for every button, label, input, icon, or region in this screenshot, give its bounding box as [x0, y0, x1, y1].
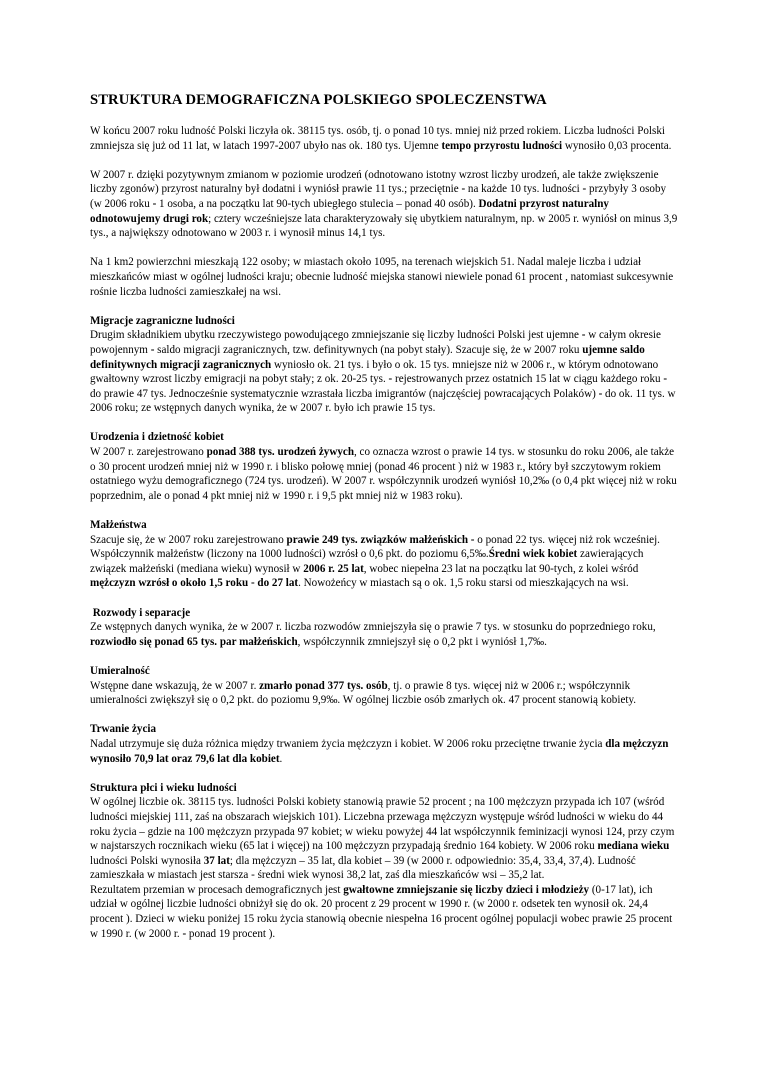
- bold-text: -: [581, 329, 586, 342]
- bold-text: 37 lat: [203, 854, 230, 867]
- bold-text: Dodatni przyrost naturalny odnotowujemy drugi rok: [90, 197, 609, 225]
- bold-text: mediana wieku: [597, 840, 670, 853]
- section-body-age-structure: W ogólnej liczbie ok. 38115 tys. ludności Polski kobiety stanowią prawie 52 procent ; na 100 mężczyzn przypada ich 107 (wśród ludności miejskiej 111, zaś na obszarach wiejskich 101). Liczebna przewaga mężczyzn występuje wśród ludności w wieku do 44 roku życia – gdzie na 100 mężczyzn przypada 97 kobiet; w wieku powyżej 44 lat współczynnik feminizacji wynosi 124, przy czym w najstarszych rocznikach wieku (65 lat i więcej) na 100 mężczyzn przypadają średnio 164 kobiety. W 2006 roku mediana wieku ludności Polski wynosiła 37 lat; dla mężczyzn – 35 lat, dla kobiet – 39 (w 2000 r. odpowiednio: 35,4, 33,4, 37,4). Ludność zamieszkała w miastach jest starsza - średni wiek wynosi 38,2 lat, zaś dla mieszkańców wsi – 35,2 lat.: [90, 796, 675, 882]
- bold-text: Średni wiek kobiet: [488, 548, 578, 561]
- section-marriages: [90, 518, 678, 591]
- paragraph-density: Na 1 km2 powierzchni mieszkają 122 osoby; w miastach około 1095, na terenach wiejskich 51. Nadal maleje liczba i udział mieszkańców miast w ogólnej ludności kraju; obecnie ludność miejska stanowi niewiele ponad 61 procent , natomiast sukcesywnie rośnie liczba ludności zamieszkałej na wsi.: [90, 256, 674, 298]
- section-divorces: [90, 606, 678, 650]
- bold-text: 2006 r. 25 lat: [303, 562, 364, 575]
- bold-text: zmarło ponad 377 tys. osób: [259, 679, 388, 692]
- section-heading-marriages: Małżeństwa: [90, 519, 147, 532]
- bold-text: -: [461, 183, 466, 196]
- bold-text: -: [663, 373, 668, 386]
- section-migration: [90, 314, 678, 416]
- section-body-migration: Drugim składnikiem ubytku rzeczywistego powodującego zmniejszanie się liczby ludności Polski jest ujemne - w całym okresie powojennym - saldo migracji zagranicznych, tzw. definitywnych (na pobyt stały). Szacuje się, że w 2007 roku ujemne saldo definitywnych migracji zagranicznych wyniosło ok. 21 tys. i było o ok. 15 tys. mniejsze niż w 2006 r., w którym odnotowano gwałtowny wzrost liczby emigracji na pobyt stały; z ok. 20-25 tys. - rejestrowanych przez ostatnich 15 lat w ciągu każdego roku - do prawie 47 tys. Jednocześnie systematycznie wzrastała liczba imigrantów (najczęściej powracających Polaków) - do ok. 11 tys. w 2006 roku; ze wstępnych danych wynika, że w 2007 r. było ich prawie 15 tys.: [90, 329, 676, 415]
- section-heading-migration: Migracje zagraniczne ludności: [90, 314, 235, 327]
- section-heading-births: Urodzenia i dzietność kobiet: [90, 431, 224, 444]
- document-page: [90, 92, 678, 941]
- bold-text: rozwiodło się ponad 65 tys. par małżeńskich: [90, 635, 298, 648]
- section-body-divorces: Ze wstępnych danych wynika, że w 2007 r. liczba rozwodów zmniejszyła się o prawie 7 tys. w stosunku do poprzedniego roku, rozwiodło się ponad 65 tys. par małżeńskich, współczynnik zmniejszył się o 0,2 pkt i wyniósł 1,7‰.: [90, 621, 656, 648]
- bold-text: ujemne saldo definitywnych migracji zagranicznych: [90, 343, 645, 371]
- document-title: STRUKTURA DEMOGRAFICZNA POLSKIEGO SPOLECZENSTWA: [90, 92, 547, 108]
- bold-text: ponad 388 tys. urodzeń żywych: [206, 446, 354, 459]
- section-body-births: W 2007 r. zarejestrowano ponad 388 tys. urodzeń żywych, co oznacza wzrost o prawie 14 tys. w stosunku do roku 2006, ale także o 30 procent urodzeń mniej niż w 1990 r. i blisko połowę mniej (ponad 46 procent ) niż w 1983 r., który był szczytowym rokiem ostatniego wyżu demograficznego (724 tys. urodzeń). W 2007 r. współczynnik urodzeń wyniósł 10,2‰ (o 0,4 pkt więcej niż w roku poprzednim, ale o ponad 4 pkt mniej niż w 1990 r. i 9,5 pkt mniej niż w 1983 roku).: [90, 446, 677, 502]
- bold-text: prawie 249 tys. związków małżeńskich -: [286, 533, 475, 546]
- paragraph-natural-growth: W 2007 r. dzięki pozytywnym zmianom w poziomie urodzeń (odnotowano istotny wzrost liczby urodzeń, ale także zwiększenie liczby zgonów) przyrost naturalny był dodatni i wyniósł prawie 11 tys.; przeciętnie - na każde 10 tys. ludności - przybyły 3 osoby (w 2006 roku - 1 osoba, a na początku lat 90-tych ubiegłego stulecia – ponad 40 osób). Dodatni przyrost naturalny odnotowujemy drugi rok; cztery wcześniejsze lata charakteryzowały się ubytkiem naturalnym, np. w 2005 r. wyniósł on minus 3,9 tys., a największy odnotowano w 2003 r. i wynosił minus 14,1 tys.: [90, 168, 678, 240]
- bold-text: -: [388, 373, 393, 386]
- section-heading-life-expectancy: Trwanie życia: [90, 723, 157, 736]
- section-heading-divorces: Rozwody i separacje: [90, 606, 191, 619]
- bold-text: -: [598, 387, 603, 400]
- bold-text: gwałtowne zmniejszanie się liczby dzieci i młodzieży: [343, 883, 590, 896]
- section-body-mortality: Wstępne dane wskazują, że w 2007 r. zmarło ponad 377 tys. osób, tj. o prawie 8 tys. więcej niż w 2006 r.; współczynnik umieralności zwiększył się o 0,2 pkt. do poziomu 9,9‰. W ogólnej liczbie osób zmarłych ok. 47 procent stanowią kobiety.: [90, 679, 637, 707]
- bold-text: mężczyzn wzrósł o około 1,5 roku - do 27 lat: [90, 577, 299, 590]
- paragraph-demographic-change: Rezultatem przemian w procesach demograficznych jest gwałtowne zmniejszanie się liczby dzieci i młodzieży (0-17 lat), ich udział w ogólnej liczbie ludności obniżył się do ok. 20 procent z 29 procent w 1990 r. (w 2000 r. odsetek ten wynosił ok. 24,4 procent ). Dzieci w wieku poniżej 15 roku życia stanowią obecnie niespełna 16 procent ogólnej populacji wobec prawie 25 procent w 1990 r. (w 2000 r. - ponad 19 procent ).: [90, 883, 673, 940]
- bold-text: -: [150, 343, 155, 356]
- section-age-structure: [90, 781, 678, 883]
- bold-text: -: [582, 183, 587, 196]
- bold-text: -: [152, 197, 157, 210]
- section-mortality: [90, 664, 678, 708]
- section-heading-age-structure: Struktura płci i wieku ludności: [90, 781, 237, 794]
- section-body-life-expectancy: Nadal utrzymuje się duża różnica między trwaniem życia mężczyzn i kobiet. W 2006 roku przeciętne trwanie życia dla mężczyzn wynosiło 70,9 lat oraz 79,6 lat dla kobiet.: [90, 737, 669, 765]
- bold-text: -: [182, 927, 187, 940]
- section-body-marriages: Szacuje się, że w 2007 roku zarejestrowano prawie 249 tys. związków małżeńskich - o ponad 22 tys. więcej niż rok wcześniej. Współczynnik małżeństw (liczony na 1000 ludności) wzrósł o 0,6 pkt. do poziomu 6,5‰.Średni wiek kobiet zawierających związek małżeński (mediana wieku) wynosił w 2006 r. 25 lat, wobec niepełna 23 lat na początku lat 90-tych, z kolei wśród mężczyzn wzrósł o około 1,5 roku - do 27 lat. Nowożeńcy w miastach są o ok. 1,5 roku starsi od mieszkających na wsi.: [90, 533, 660, 590]
- section-births: [90, 430, 678, 503]
- paragraph-population: W końcu 2007 roku ludność Polski liczyła ok. 38115 tys. osób, tj. o ponad 10 tys. mniej niż przed rokiem. Liczba ludności Polski zmniejsza się już od 11 lat, w latach 1997-2007 ubyło nas ok. 180 tys. Ujemne tempo przyrostu ludności wynosiło 0,03 procenta.: [90, 125, 672, 152]
- bold-text: tempo przyrostu ludności: [441, 139, 563, 152]
- section-life-expectancy: [90, 722, 678, 766]
- bold-text: dla mężczyzn wynosiło 70,9 lat oraz 79,6 lat dla kobiet: [90, 737, 669, 765]
- section-heading-mortality: Umieralność: [90, 664, 150, 677]
